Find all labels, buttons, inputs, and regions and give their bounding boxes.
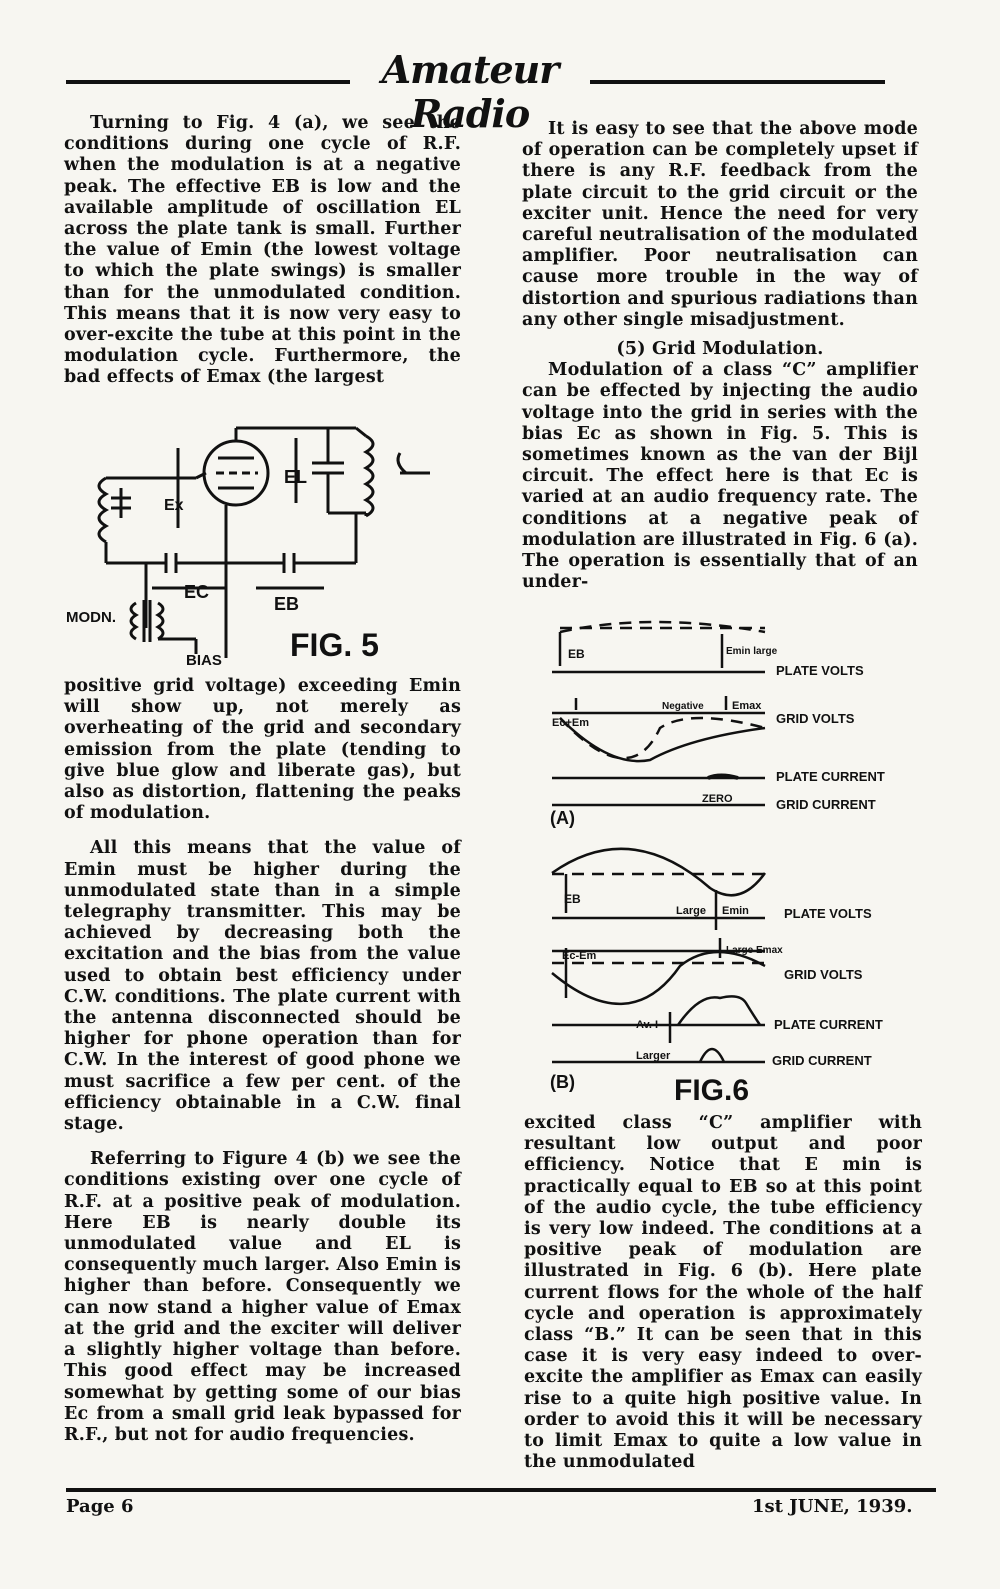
fig5-ec-label: EC	[184, 582, 210, 602]
fig6a-emin-large: Emin large	[726, 646, 778, 657]
left-paragraph-1: Turning to Fig. 4 (a), we see the conditions during one cycle of R.F. when the modulation is at a negative peak. The effective EB is low and the available amplitude of oscillation EL across the plate tank is small. Further the value of Emin (the lowest voltage to which the plate swings) is smaller than for the unmodulated condition. This means that it is now very easy to over-excite the tube at this point in the modulation cycle. Furthermore, the bad effects of Emax (the largest	[64, 113, 461, 388]
fig6a-zero: ZERO	[702, 793, 733, 805]
fig6a-negative: Negative	[662, 701, 704, 712]
right-column-top	[522, 119, 918, 593]
left-paragraph-2: positive grid voltage) exceeding Emin will show up, not merely as overheating of the grid and secondary emission from the plate (tending to give blue glow and liberate gas), but also as distortion, flattening the peaks of modulation.	[64, 676, 461, 824]
fig6b-grid-volts: GRID VOLTS	[784, 967, 863, 982]
left-paragraph-3: All this means that the value of Emin must be higher during the unmodulated state than in a simple telegraphy transmitter. This may be achieved by decreasing both the excitation and the bias from the value used to obtain best efficiency under C.W. conditions. The plate current with the antenna disconnected should be higher for phone operation than for C.W. In the interest of good phone we must sacrifice a few per cent. of the efficiency obtainable in a C.W. final stage.	[64, 838, 461, 1135]
fig6b-plate-volts: PLATE VOLTS	[784, 906, 872, 921]
fig5-modn-label: MODN.	[66, 609, 116, 626]
grid-tank-coil	[99, 478, 106, 542]
fig6a-grid-volts: GRID VOLTS	[776, 711, 855, 726]
fig6b-plate-current: PLATE CURRENT	[774, 1017, 883, 1032]
fig6b-large: Large	[676, 905, 706, 917]
fig6b-emin: Emin	[722, 905, 749, 917]
right-paragraph-3: excited class “C” amplifier with resultant low output and poor efficiency. Notice that E min is practically equal to EB so at this point of the audio cycle, the tube efficiency is very low indeed. The conditions at a positive peak of modulation are illustrated in Fig. 6 (b). Here plate current flows for the whole of the half cycle and operation is approximately class “B.” It can be seen that in this case it is very easy indeed to over-excite the amplifier as Emax can easily rise to a quite high positive value. In order to avoid this it will be necessary to limit Emax to quite a low value in the unmodulated	[524, 1113, 922, 1473]
fig6a-plate-current: PLATE CURRENT	[776, 769, 885, 784]
fig6a-ec-em: Ec+Em	[552, 717, 589, 729]
fig6-diagram	[540, 618, 940, 1103]
fig6a-grid-current: GRID CURRENT	[776, 797, 876, 812]
fig6a-emax: Emax	[732, 700, 762, 712]
fig6b-large-emax: Large Emax	[726, 945, 783, 956]
plate-tank-coil	[366, 436, 373, 516]
right-paragraph-2: Modulation of a class “C” amplifier can be effected by injecting the audio voltage into the grid in series with the bias Ec as shown in Fig. 5. This is sometimes known as the van der Bijl circuit. The effect here is that Ec is varied at an audio frequency rate. The conditions at a negative peak of modulation are illustrated in Fig. 6 (a). The operation is essentially that of an under-	[522, 360, 918, 593]
masthead-title: Amateur Radio	[350, 48, 590, 136]
issue-date: 1st JUNE, 1939.	[752, 1496, 913, 1517]
left-column-top	[64, 113, 461, 389]
fig6a-plate-volts: PLATE VOLTS	[776, 663, 864, 678]
page-number: Page 6	[66, 1496, 134, 1517]
fig6b-larger: Larger	[636, 1050, 671, 1062]
fig5-eb-label: EB	[274, 594, 300, 614]
modulation-transformer	[131, 603, 136, 639]
fig6b-av-i: Av. I	[636, 1019, 659, 1031]
right-paragraph-1: It is easy to see that the above mode of operation can be completely upset if there is any R.F. feedback from the plate circuit to the grid circuit or the exciter unit. Hence the need for very careful neutralisation of the modulated amplifier. Poor neutralisation can cause more trouble in the way of distortion and spurious radiations than any other single misadjustment.	[522, 119, 918, 330]
masthead-rule-right	[575, 80, 885, 84]
fig5-el-label: EL	[284, 467, 308, 487]
fig5-diagram	[66, 418, 466, 673]
section-heading-grid-modulation: (5) Grid Modulation.	[616, 339, 824, 360]
fig5-ex-label: Ex	[164, 497, 184, 514]
fig6a-eb: EB	[568, 647, 585, 661]
fig6b-ec-em: Ec-Em	[562, 950, 597, 962]
left-column-bottom	[64, 676, 461, 1446]
fig5-caption: FIG. 5	[290, 627, 379, 663]
fig6b-eb: EB	[564, 892, 581, 906]
fig6-caption: FIG.6	[674, 1074, 750, 1103]
fig6a-tag: (A)	[550, 808, 575, 828]
right-column-bottom	[524, 1113, 922, 1473]
left-paragraph-4: Referring to Figure 4 (b) we see the conditions existing over one cycle of R.F. at a positive peak of modulation. Here EB is nearly double its unmodulated value and EL is consequently much larger. Also Emin is higher than before. Consequently we can now stand a higher value of Emax at the grid and the exciter will deliver a slightly higher voltage than before. This good effect may be increased somewhat by getting some of our bias Ec from a small grid leak bypassed for R.F., but not for audio frequencies.	[64, 1149, 461, 1445]
fig5-bias-label: BIAS	[186, 652, 222, 669]
fig6b-grid-current: GRID CURRENT	[772, 1053, 872, 1068]
footer-rule	[66, 1488, 936, 1492]
fig6b-tag: (B)	[550, 1072, 575, 1092]
masthead-rule-left	[66, 80, 366, 84]
